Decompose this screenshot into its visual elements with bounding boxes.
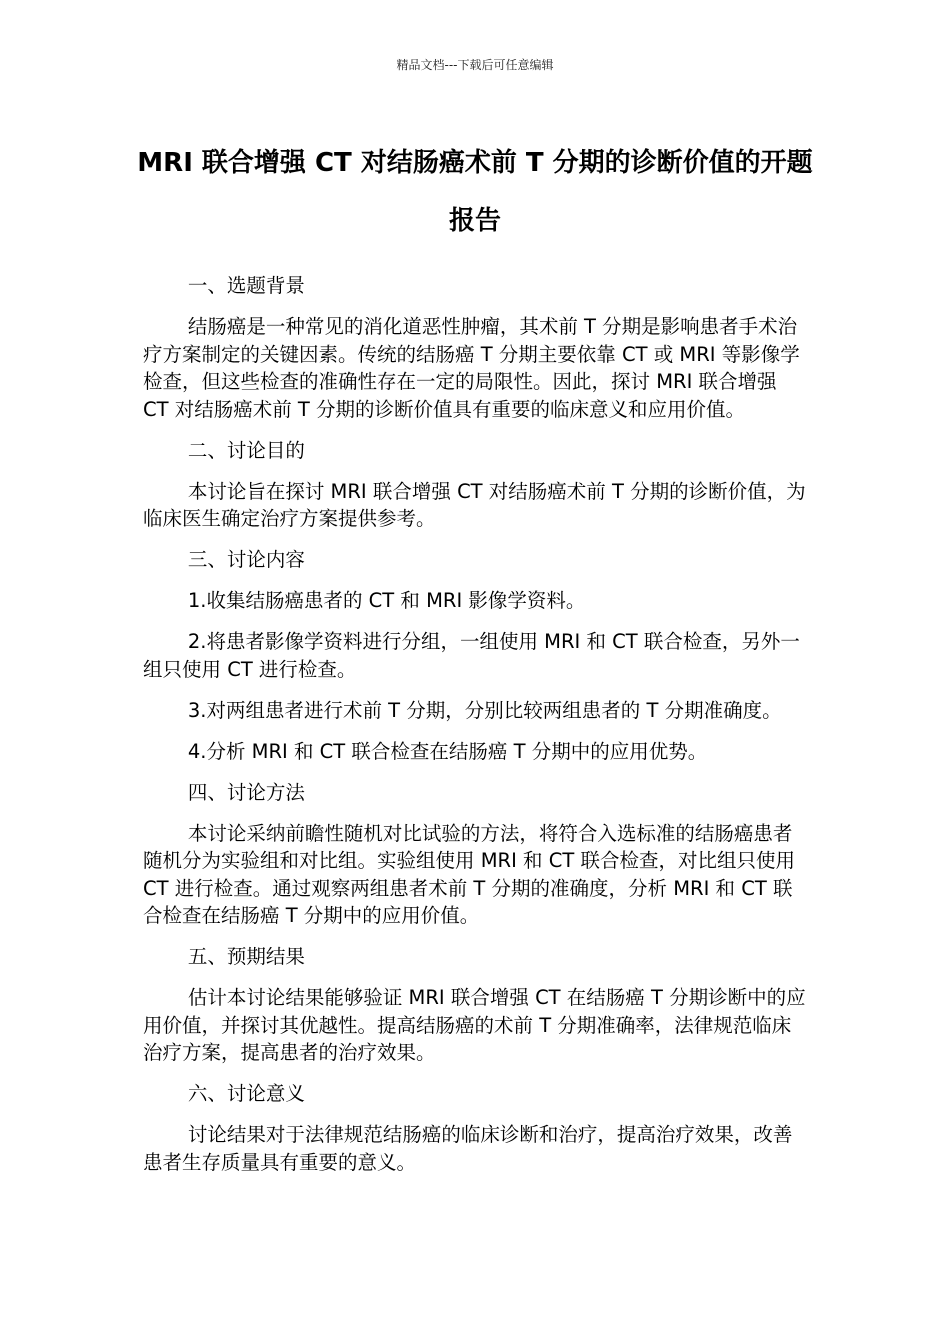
list-item-content-1: 1.收集结肠癌患者的 CT 和 MRI 影像学资料。 (187, 589, 586, 612)
section-heading-expected-results: 五、预期结果 (187, 945, 305, 968)
paragraph-method: 本讨论采纳前瞻性随机对比试验的方法，将符合入选标准的结肠癌患者随机分为实验组和对比组。实验组使用 MRI 和 CT 联合检查，对比组只使用 CT 进行检查。通过观察两组患者术前 T 分期的准确度，分析 MRI 和 CT 联合检查在结肠癌 T 分期中的应用价值。 (143, 821, 795, 927)
list-item-content-2: 2.将患者影像学资料进行分组，一组使用 MRI 和 CT 联合检查，另外一组只使用 CT 进行检查。 (143, 630, 800, 681)
paragraph-purpose: 本讨论旨在探讨 MRI 联合增强 CT 对结肠癌术前 T 分期的诊断价值，为临床医生确定治疗方案提供参考。 (143, 479, 806, 530)
paragraph-expected-results: 估计本讨论结果能够验证 MRI 联合增强 CT 在结肠癌 T 分期诊断中的应用价值，并探讨其优越性。提高结肠癌的术前 T 分期准确率，法律规范临床治疗方案，提高患者的治疗效果。 (143, 986, 806, 1064)
document-body (143, 272, 807, 1190)
section-heading-purpose: 二、讨论目的 (187, 438, 305, 462)
section-heading-background: 一、选题背景 (187, 274, 305, 297)
header-note: 精品文档---下载后可任意编辑 (396, 58, 554, 72)
section-heading-content: 三、讨论内容 (187, 548, 305, 571)
document-title: MRI 联合增强 CT 对结肠癌术前 T 分期的诊断价值的开题报告 (137, 148, 813, 236)
section-heading-method: 四、讨论方法 (187, 780, 305, 804)
paragraph-background: 结肠癌是一种常见的消化道恶性肿瘤，其术前 T 分期是影响患者手术治疗方案制定的关键因素。传统的结肠癌 T 分期主要依靠 CT 或 MRI 等影像学检查，但这些检查的准确性存在一定的局限性。因此，探讨 MRI 联合增强 CT 对结肠癌术前 T 分期的诊断价值具有重要的临床意义和应用价值。 (143, 315, 800, 421)
list-item-content-4: 4.分析 MRI 和 CT 联合检查在结肠癌 T 分期中的应用优势。 (187, 739, 708, 763)
paragraph-significance: 讨论结果对于法律规范结肠癌的临床诊断和治疗，提高治疗效果，改善患者生存质量具有重要的意义。 (143, 1123, 793, 1174)
section-heading-significance: 六、讨论意义 (187, 1082, 305, 1105)
list-item-content-3: 3.对两组患者进行术前 T 分期，分别比较两组患者的 T 分期准确度。 (187, 698, 782, 722)
